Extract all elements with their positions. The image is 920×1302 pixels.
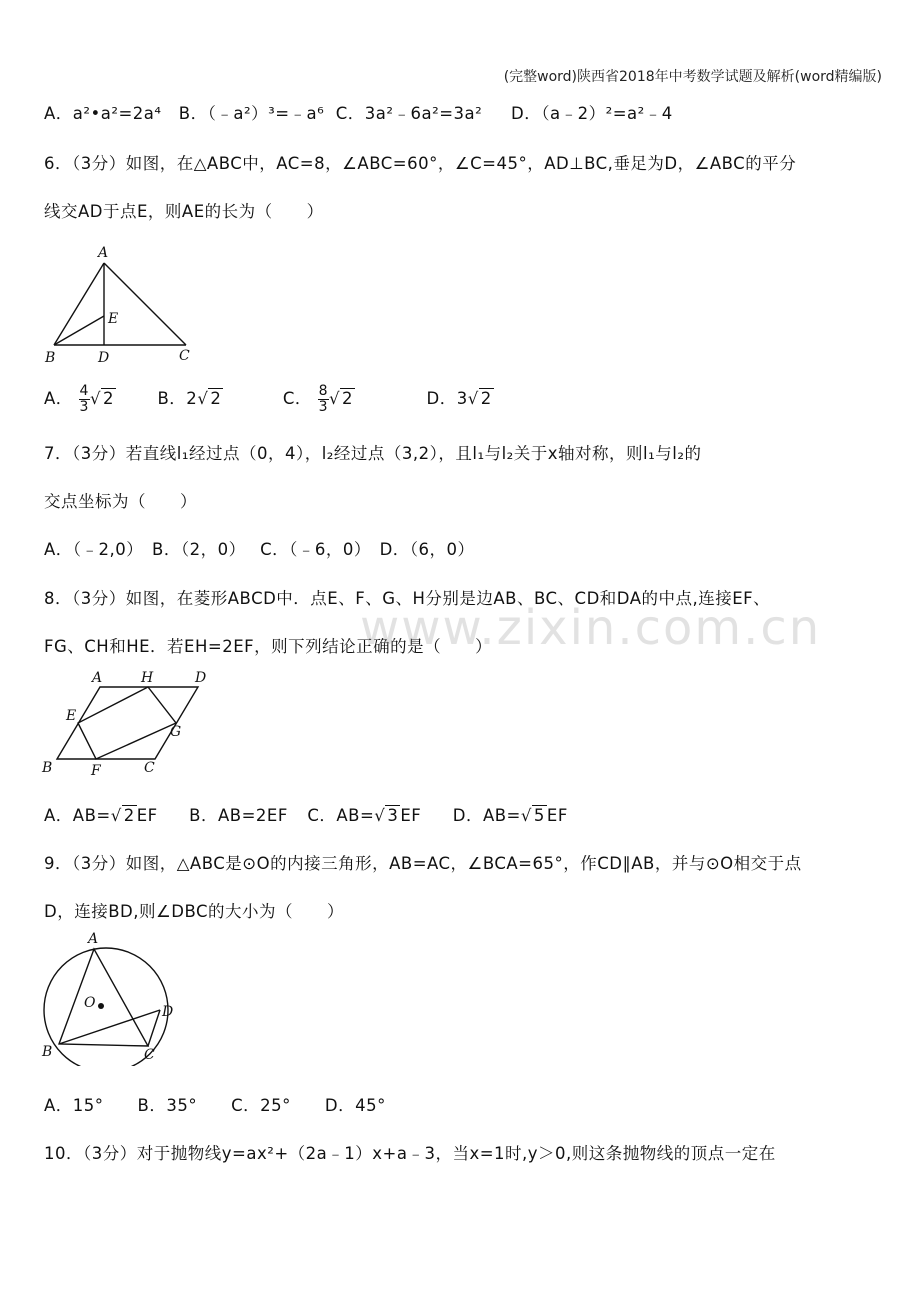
q8-option-a <box>44 806 158 825</box>
watermark: www.zixin.com.cn <box>360 600 822 656</box>
q8-label-e: E <box>66 708 77 724</box>
q5-option-b: B．（﹣a²）³=﹣a⁶ <box>178 104 325 123</box>
q6-option-b-sqrt: √ 2 <box>197 389 222 408</box>
q8-label-h: H <box>141 670 154 686</box>
q6-options <box>44 384 494 415</box>
q5-options <box>44 100 673 124</box>
q8-label-g: G <box>170 724 182 740</box>
q9-label-o: O <box>84 995 96 1011</box>
q9-label-c: C <box>144 1047 155 1063</box>
q9-circle-figure <box>34 930 194 1066</box>
q6-option-c-denominator: 3 <box>318 399 329 415</box>
q6-option-a-fraction <box>79 384 90 415</box>
q5-option-c: C．3a²﹣6a²=3a² <box>335 104 483 123</box>
q8-option-c <box>307 806 421 825</box>
q6-label-d: D <box>98 350 110 366</box>
q6-option-c-prefix: C． <box>282 389 312 408</box>
page-header: (完整word)陕西省2018年中考数学试题及解析(word精编版) <box>503 69 882 85</box>
q8-stem-line2: FG、CH和HE．若EH=2EF，则下列结论正确的是（ ） <box>44 637 493 656</box>
q8-option-c-suffix: EF <box>400 806 422 825</box>
q8-option-c-prefix: C．AB= <box>307 806 375 825</box>
q8-option-a-suffix: EF <box>136 806 158 825</box>
q8-option-c-sqrt: √ 3 <box>374 806 399 825</box>
q6-option-c-fraction <box>318 384 329 415</box>
q9-options: A．15° B．35° C．25° D．45° <box>44 1096 386 1115</box>
q8-rhombus-figure <box>38 666 228 782</box>
q7-stem-line1: 7．（3分）若直线l₁经过点（0，4），l₂经过点（3,2），且l₁与l₂关于x轴对称，则l₁与l₂的 <box>44 444 702 463</box>
q9-label-d: D <box>162 1004 174 1020</box>
q8-label-b: B <box>42 760 53 776</box>
q6-option-a <box>44 383 122 415</box>
q9-stem-line1: 9．（3分）如图，△ABC是⊙O的内接三角形，AB=AC，∠BCA=65°，作CD∥AB，并与⊙O相交于点 <box>44 854 802 873</box>
q8-option-d-suffix: EF <box>546 806 568 825</box>
q8-option-d-radicand: 5 <box>533 806 545 825</box>
q9-stem-line2: D，连接BD,则∠DBC的大小为（ ） <box>44 902 345 921</box>
q6-option-c-sqrt: √ 2 <box>329 389 354 408</box>
q10-stem-line1: 10．（3分）对于抛物线y=ax²+（2a﹣1）x+a﹣3，当x=1时,y＞0,则这条抛物线的顶点一定在 <box>44 1144 776 1163</box>
q6-label-a: A <box>98 245 109 261</box>
q8-stem-line1: 8．（3分）如图，在菱形ABCD中．点E、F、G、H分别是边AB、BC、CD和DA的中点,连接EF、 <box>44 589 771 608</box>
q8-option-d <box>453 806 568 825</box>
q8-option-d-sqrt: √ 5 <box>520 806 545 825</box>
q6-option-a-denominator: 3 <box>79 399 89 415</box>
q5-option-a: A．a²•a²=2a⁴ <box>44 104 162 123</box>
q6-option-b-prefix: B．2 <box>157 389 198 408</box>
q7-options: A．（﹣2,0） B．（2，0） C．（﹣6，0） D．（6，0） <box>44 540 475 559</box>
q8-option-b: B．AB=2EF <box>189 806 288 825</box>
q6-option-d-radicand: 2 <box>480 389 492 408</box>
q6-stem-line1: 6．（3分）如图，在△ABC中，AC=8，∠ABC=60°，∠C=45°，AD⊥BC,垂足为D，∠ABC的平分 <box>44 154 797 173</box>
q8-option-a-sqrt: √ 2 <box>110 806 135 825</box>
q8-label-d: D <box>195 670 207 686</box>
q8-label-f: F <box>91 763 101 779</box>
q6-option-c-numerator: 8 <box>318 383 329 399</box>
q9-label-b: B <box>42 1044 53 1060</box>
q7-stem-line2: 交点坐标为（ ） <box>44 492 197 511</box>
q6-option-a-radicand: 2 <box>102 389 114 408</box>
q6-option-b <box>157 389 229 408</box>
q9-label-a: A <box>88 931 99 947</box>
q6-option-a-sqrt: √ 2 <box>89 389 114 408</box>
q6-option-a-numerator: 4 <box>79 383 89 399</box>
q8-option-a-radicand: 2 <box>123 806 135 825</box>
q8-options <box>44 802 568 826</box>
q6-label-b: B <box>45 350 56 366</box>
q6-option-b-radicand: 2 <box>210 389 222 408</box>
q6-label-c: C <box>179 348 190 364</box>
q8-label-c: C <box>144 760 155 776</box>
q6-option-c <box>282 383 361 415</box>
q6-label-e: E <box>108 311 119 327</box>
q5-option-d: D．（a﹣2）²=a²﹣4 <box>511 104 673 123</box>
q6-option-a-prefix: A． <box>44 389 73 408</box>
q6-triangle-figure <box>40 242 210 372</box>
q6-option-d-sqrt: √ 2 <box>467 389 492 408</box>
q8-option-d-prefix: D．AB= <box>452 806 521 825</box>
q6-stem-line2: 线交AD于点E，则AE的长为（ ） <box>44 202 324 221</box>
q8-label-a: A <box>92 670 103 686</box>
q6-option-c-radicand: 2 <box>342 389 354 408</box>
q8-option-c-radicand: 3 <box>387 806 399 825</box>
q8-option-a-prefix: A．AB= <box>44 806 111 825</box>
q6-option-d-prefix: D．3 <box>426 389 468 408</box>
q6-option-d <box>427 389 494 408</box>
